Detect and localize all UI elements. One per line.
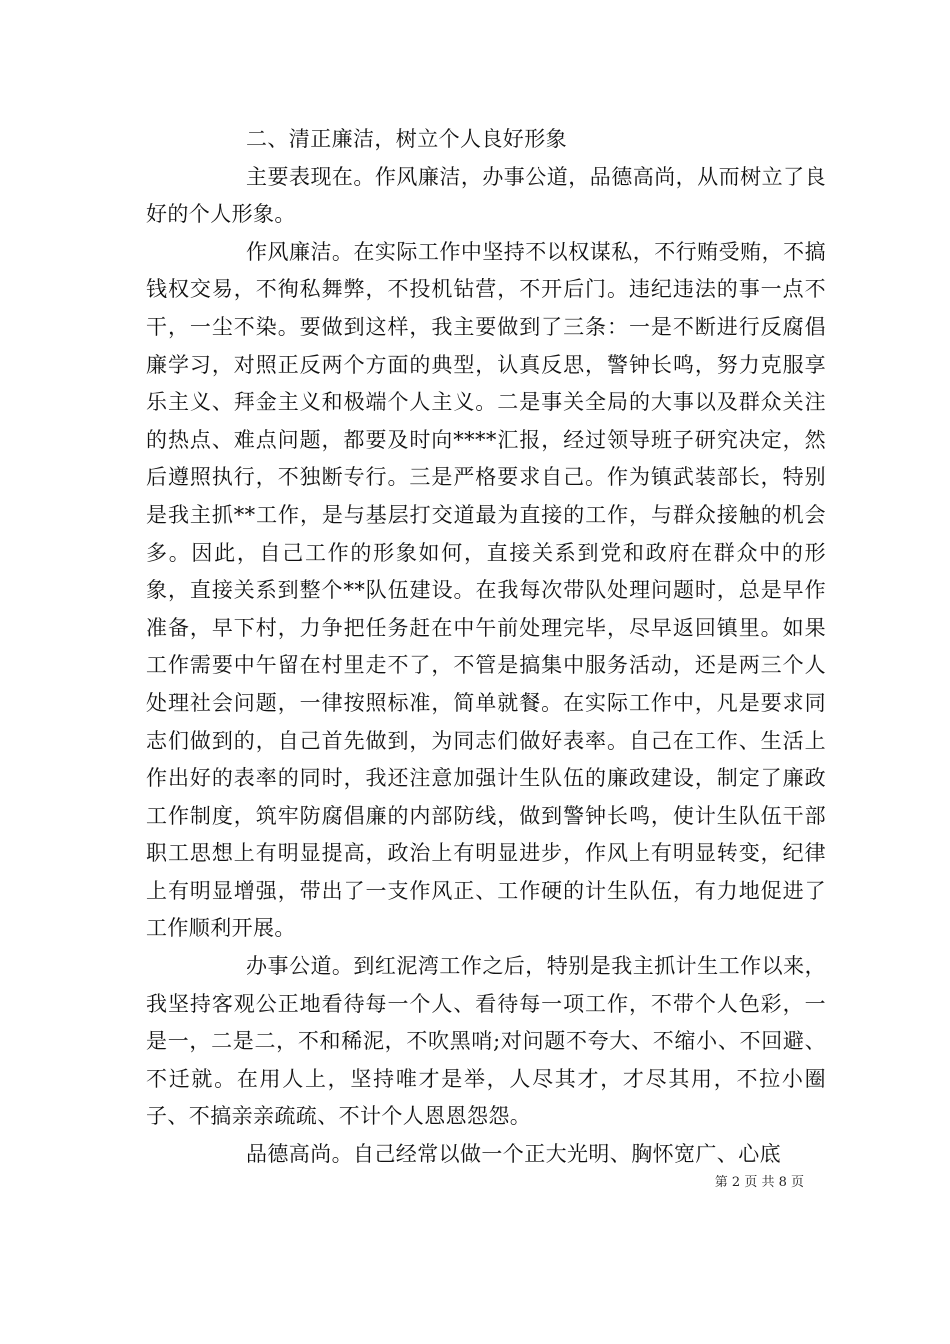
paragraph-fairness: 办事公道。到红泥湾工作之后，特别是我主抓计生工作以来，我坚持客观公正地看待每一个人、看待每一项工作，不带个人色彩，一是一，二是二，不和稀泥，不吹黑哨;对问题不夸大、不缩小、不回避、不迁就。在用人上，坚持唯才是举，人尽其才，才尽其用，不拉小圈子、不搞亲亲疏疏、不计个人恩恩怨怨。 xyxy=(146,954,826,1129)
page-number-footer: 第 2 页 共 8 页 xyxy=(714,1175,804,1190)
document-body xyxy=(146,121,826,1174)
section-heading: 二、清正廉洁，树立个人良好形象 xyxy=(246,127,567,151)
paragraph-integrity: 作风廉洁。在实际工作中坚持不以权谋私，不行贿受贿，不搞钱权交易，不徇私舞弊，不投机钻营，不开后门。违纪违法的事一点不干，一尘不染。要做到这样，我主要做到了三条：一是不断进行反腐倡廉学习，对照正反两个方面的典型，认真反思，警钟长鸣，努力克服享乐主义、拜金主义和极端个人主义。二是事关全局的大事以及群众关注的热点、难点问题，都要及时向****汇报，经过领导班子研究决定，然后遵照执行，不独断专行。三是严格要求自己。作为镇武装部长，特别是我主抓**工作，是与基层打交道最为直接的工作，与群众接触的机会多。因此，自己工作的形象如何，直接关系到党和政府在群众中的形象，直接关系到整个**队伍建设。在我每次带队处理问题时，总是早作准备，早下村，力争把任务赶在中午前处理完毕，尽早返回镇里。如果工作需要中午留在村里走不了，不管是搞集中服务活动，还是两三个人处理社会问题，一律按照标准，简单就餐。在实际工作中，凡是要求同志们做到的，自己首先做到，为同志们做好表率。自己在工作、生活上作出好的表率的同时，我还注意加强计生队伍的廉政建设，制定了廉政工作制度，筑牢防腐倡廉的内部防线，做到警钟长鸣，使计生队伍干部职工思想上有明显提高，政治上有明显进步，作风上有明显转变，纪律上有明显增强，带出了一支作风正、工作硬的计生队伍，有力地促进了工作顺利开展。 xyxy=(146,239,826,941)
paragraph-virtue: 品德高尚。自己经常以做一个正大光明、胸怀宽广、心底 xyxy=(246,1142,781,1167)
paragraph-summary: 主要表现在。作风廉洁，办事公道，品德高尚，从而树立了良好的个人形象。 xyxy=(146,164,826,227)
